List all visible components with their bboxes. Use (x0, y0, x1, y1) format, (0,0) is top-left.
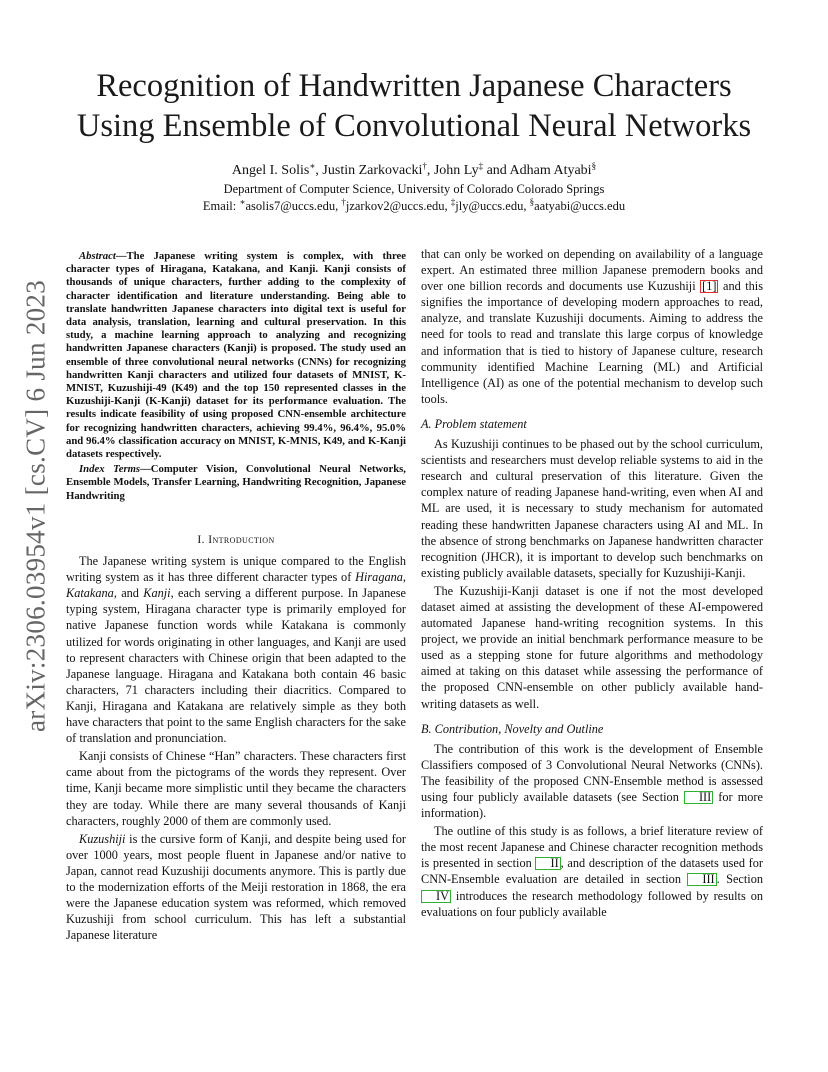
problem-paragraph-2: The Kuzushiji-Kanji dataset is one if not the most developed dataset aimed at assisting the development of these AI-empowered automated Japanese hand-writing recognition systems. In this project, we provide an initial benchmark performance measure to be used as a stepping stone for future algorithms and methodology aimed at taking on this dataset while assessing the performance of the proposed CNN-ensemble on other publicly available hand-writing datasets as well. (421, 583, 763, 711)
contribution-paragraph-2: The outline of this study is as follows, a brief literature review of the most recent Japanese and Chinese character recognition methods is presented in section II , and description of the datasets used for CNN-Ensemble evaluation are detailed in section III . Section IV introduces the research methodology followed by results on evaluations on four publicly available (421, 824, 764, 919)
email-address[interactable]: jzarkov2@uccs.edu, (345, 199, 451, 213)
arxiv-id: arXiv:2306.03954v1 [cs.CV] 6 Jun 2023 (20, 279, 51, 733)
continued-paragraph: that can only be worked on depending on availability of a language expert. An estimated three million Japanese premodern books and over one billion records and documents use Kuzushiji [1] and this signifies the importance of developing modern approaches to read, analyze, and translate Kuzushiji documents. Aiming to address the need for tools to read and translate this large corpus of knowledge and information that is tied to history of Japanese culture, research community identified Machine Learning (ML) and Artificial Intelligence (AI) as one of the potential mechanism to develop such tools. (421, 247, 764, 406)
author-name: , John Ly (426, 163, 479, 178)
section-link[interactable]: III (684, 791, 713, 804)
abstract-lead: Abstract (79, 250, 116, 262)
section-link[interactable]: IV (421, 890, 451, 903)
subsection-heading-problem: A. Problem statement (421, 416, 527, 431)
intro-paragraph-2: Kanji consists of Chinese “Han” characters. These characters first came about from the pictograms of the words they represent. Over time, Kanji became more simplistic until they became the characters they are today. While there are many several thousands of Kanji characters, roughly 2000 of them are commonly used. (66, 749, 406, 828)
email-line (0, 198, 828, 214)
abstract-body: —The Japanese writing system is complex, with three character types of Hiragana, Katakana, and Kanji. Kanji consists of thousands of unique characters, further adding to the complexity of character identification and literature understanding. Being able to translate handwritten Japanese characters into digital text is useful for data analysis, translation, learning and cultural preservation. In this study, a machine learning approach to analyzing and recognizing handwritten Japanese characters (Kanji) is proposed. The study used an ensemble of three convolutional neural networks (CNNs) for recognizing handwritten Kanji characters and utilized four datasets of MNIST, K-MNIST, Kuzushiji-49 (K49) and the top 150 represented classes in the Kuzushiji-Kanji (K-Kanji) dataset for its performance evaluation. The results indicate feasibility of using proposed CNN-ensemble architecture for recognizing handwritten characters, achieving 99.4%, 96.4%, 95.0% and 96.4% classification accuracy on MNIST, K-MNIS, K49, and K-Kanji datasets respectively. (66, 250, 406, 461)
subsection-heading-contribution: B. Contribution, Novelty and Outline (421, 721, 604, 736)
author-list (0, 162, 828, 180)
abstract (66, 250, 406, 503)
email-address[interactable]: asolis7@uccs.edu, (245, 199, 342, 213)
email-address[interactable]: jly@uccs.edu, (455, 199, 530, 213)
contribution-paragraph-1: The contribution of this work is the development of Ensemble Classifiers composed of 3 Convolutional Neural Networks (CNNs). The feasibility of the proposed CNN-Ensemble method is assessed using four publicly available datasets (see Section III for more information). (421, 741, 763, 821)
section-link[interactable]: III (687, 873, 716, 886)
email-mark: § (529, 197, 535, 207)
author-name: and Adham Atyabi (483, 163, 592, 178)
intro-paragraph-3: Kuzushiji is the cursive form of Kanji, and despite being used for over 1000 years, most people fluent in Japanese and/or native to Japan, cannot read Kuzushiji documents anymore. This is partly due to the modernization efforts of the Meiji restoration in 1868, the era were the Japanese education system was reformed, which removed Kuzushiji from school curriculum. This has left a substantial Japanese literature (66, 831, 406, 943)
arxiv-sidebar (10, 279, 62, 733)
abstract-paragraph (66, 250, 406, 461)
problem-paragraph-1: As Kuzushiji continues to be phased out by the school curriculum, scientists and researchers must develop reliable systems to aid in the research and cultural preservation of this literature. Given the complex nature of reading Japanese hand-writing, even when AI and ML are used, it is necessary to study mechanism for automated reading these handwritten Japanese characters using AI and ML. In the absence of strong benchmarks on Japanese handwritten character recognition (JHCR), it is important to develop such benchmarks on existing publicly available datasets, specially for Kuzushiji-Kanji. (421, 437, 763, 580)
author-mark: † (422, 161, 427, 171)
affiliation: Department of Computer Science, University of Colorado Colorado Springs (223, 182, 605, 196)
author-name: Angel I. Solis (231, 163, 310, 178)
author-mark: ‡ (478, 161, 484, 171)
index-terms-body: —Computer Vision, Convolutional Neural Networks, Ensemble Models, Transfer Learning, Handwriting Recognition, Japanese Handwriting (66, 463, 406, 502)
paper-title (0, 66, 828, 146)
author-name: , Justin Zarkovacki (315, 163, 423, 178)
email-mark: ‡ (450, 197, 456, 207)
section-heading-introduction: I. Introduction (197, 533, 275, 546)
index-terms-lead: Index Terms (79, 463, 141, 476)
title-line-2: Using Ensemble of Convolutional Neural Networks (76, 108, 752, 144)
intro-paragraph-1: The Japanese writing system is unique compared to the English writing system as it has three different character types of Hiragana, Katakana, and Kanji, each serving a different purpose. In Japanese typing system, Hiragana character type is primarily employed for native Japanese function words while Katakana is commonly utilized for words originating in other languages, and Kanji are used to represent characters with Chinese origin that been adapted to the Japanese language. Hiragana and Katakana both contain 46 basic characters, 71 characters including their diacritics. Compared to Kanji, Hiragana and Katakana are relatively simple as they both have characters that point to the same English characters for the sake of translation and pronunciation. (66, 554, 406, 746)
email-label: Email: (202, 199, 240, 213)
index-terms (66, 463, 406, 503)
email-address[interactable]: aatyabi@uccs.edu (534, 199, 626, 213)
introduction-section (66, 532, 406, 943)
email-mark: ∗ (239, 197, 246, 207)
right-column (421, 246, 763, 920)
email-mark: † (341, 197, 346, 207)
section-link[interactable]: II (535, 857, 560, 870)
author-mark: ∗ (309, 161, 316, 171)
title-line-1: Recognition of Handwritten Japanese Characters (96, 68, 732, 104)
author-mark: § (591, 161, 597, 171)
citation-link[interactable]: [1] (702, 279, 717, 294)
